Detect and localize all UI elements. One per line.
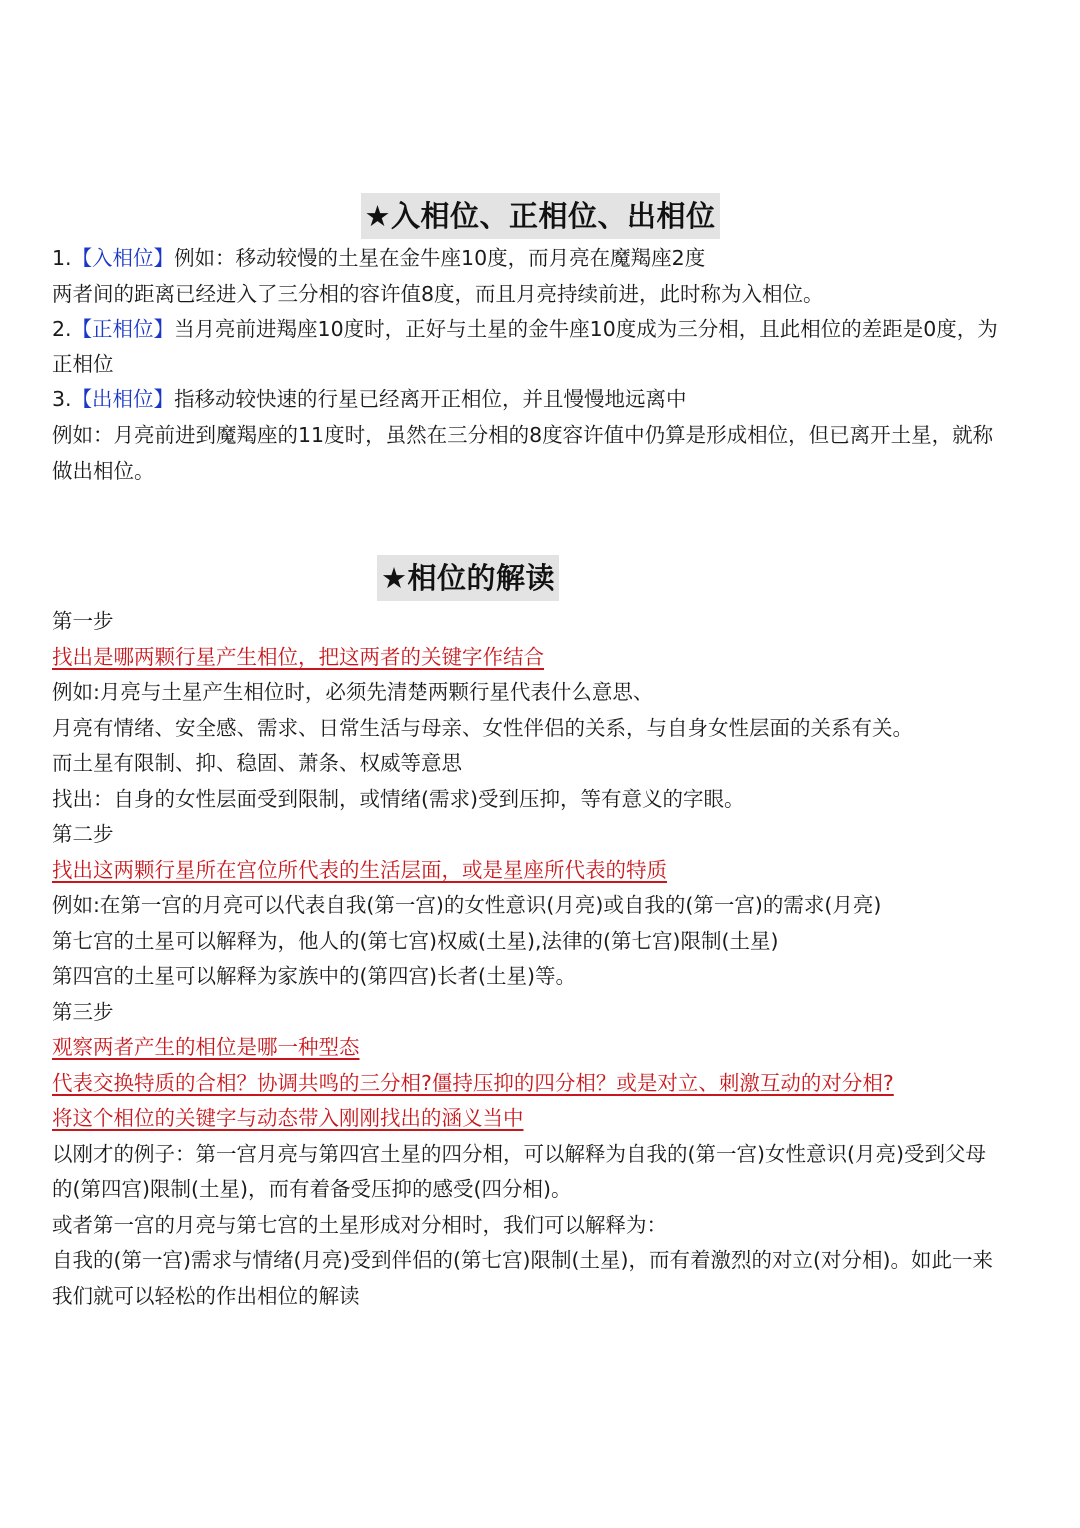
section-2-line-18 [52,1208,1042,1242]
section-2-line-20 [52,1279,1042,1313]
line-text: 月亮有情绪、安全感、需求、日常生活与母亲、女性伴侣的关系，与自身女性层面的关系有关。 [52,716,913,740]
line-text: 而土星有限制、抑、稳固、萧条、权威等意思 [52,751,462,775]
line-text: 例如:在第一宫的月亮可以代表自我(第一宫)的女性意识(月亮)或自我的(第一宫)的需求(月亮) [52,893,882,917]
section-2-line-3 [52,675,1042,709]
highlight-text: 找出是哪两颗行星产生相位，把这两者的关键字作结合 [52,645,544,669]
line-text: 正相位 [52,352,114,376]
list-number: 3. [52,387,72,411]
highlight-text: 代表交换特质的合相？协调共鸣的三分相?僵持压抑的四分相？或是对立、刺激互动的对分相? [52,1071,894,1095]
step-label: 第二步 [52,822,114,846]
line-text: 例如：移动较慢的土星在金牛座10度，而月亮在魔羯座2度 [174,246,706,270]
step-label: 第一步 [52,609,114,633]
line-text: 当月亮前进羯座10度时，正好与土星的金牛座10度成为三分相，且此相位的差距是0度，为 [174,317,998,341]
line-text: 找出：自身的女性层面受到限制，或情绪(需求)受到压抑，等有意义的字眼。 [52,787,745,811]
line-text: 做出相位。 [52,459,155,483]
section-1-line-3 [52,312,1042,346]
section-2-line-9 [52,888,1042,922]
line-text: 例如:月亮与土星产生相位时，必须先清楚两颗行星代表什么意思、 [52,680,654,704]
term-tag: 【出相位】 [71,387,175,411]
section-2-line-1 [52,604,1042,638]
section-2-line-16 [52,1137,1042,1171]
list-number: 2. [52,317,72,341]
section-1-line-2 [52,277,1042,311]
line-text: 我们就可以轻松的作出相位的解读 [52,1284,360,1308]
section-1-line-7 [52,454,1042,488]
section-1-line-4 [52,347,1042,381]
line-text: 第七宫的土星可以解释为，他人的(第七宫)权威(土星),法律的(第七宫)限制(土星) [52,929,779,953]
section-1-heading-wrap [0,193,1080,239]
line-text: 两者间的距离已经进入了三分相的容许值8度，而且月亮持续前进，此时称为入相位。 [52,282,824,306]
line-text: 或者第一宫的月亮与第七宫的土星形成对分相时，我们可以解释为： [52,1213,667,1237]
line-text: 自我的(第一宫)需求与情绪(月亮)受到伴侣的(第七宫)限制(土星)，而有着激烈的对立(对分相)。如此一来 [52,1248,993,1272]
line-text: 指移动较快速的行星已经离开正相位，并且慢慢地远离中 [174,387,687,411]
section-2-line-6 [52,782,1042,816]
line-text: 以刚才的例子：第一宫月亮与第四宫土星的四分相，可以解释为自我的(第一宫)女性意识(月亮)受到父母 [52,1142,986,1166]
section-2-line-12 [52,995,1042,1029]
highlight-text: 观察两者产生的相位是哪一种型态 [52,1035,360,1059]
section-2-line-8 [52,853,1042,887]
section-1-line-6 [52,418,1042,452]
section-2-line-2 [52,640,1042,674]
term-tag: 【入相位】 [71,246,175,270]
section-2-line-19 [52,1243,1042,1277]
line-text: 例如：月亮前进到魔羯座的11度时，虽然在三分相的8度容许值中仍算是形成相位，但已离开土星，就称 [52,423,994,447]
section-1-line-1 [52,241,1042,275]
step-label: 第三步 [52,1000,114,1024]
list-number: 1. [52,246,72,270]
section-2-line-13 [52,1030,1042,1064]
section-2-heading: ★相位的解读 [377,555,559,601]
term-tag: 【正相位】 [71,317,175,341]
section-2-line-15 [52,1101,1042,1135]
section-1-line-5 [52,382,1042,416]
line-text: 第四宫的土星可以解释为家族中的(第四宫)长者(土星)等。 [52,964,576,988]
section-2-line-4 [52,711,1042,745]
section-2-line-17 [52,1172,1042,1206]
section-2-line-7 [52,817,1042,851]
section-2-line-14 [52,1066,1042,1100]
section-2-line-10 [52,924,1042,958]
section-2-line-5 [52,746,1042,780]
highlight-text: 找出这两颗行星所在宫位所代表的生活层面，或是星座所代表的特质 [52,858,667,882]
section-1-heading: ★入相位、正相位、出相位 [361,193,720,239]
highlight-text: 将这个相位的关键字与动态带入刚刚找出的涵义当中 [52,1106,524,1130]
section-2-heading-wrap [0,555,1008,601]
line-text: 的(第四宫)限制(土星)，而有着备受压抑的感受(四分相)。 [52,1177,572,1201]
section-2-line-11 [52,959,1042,993]
